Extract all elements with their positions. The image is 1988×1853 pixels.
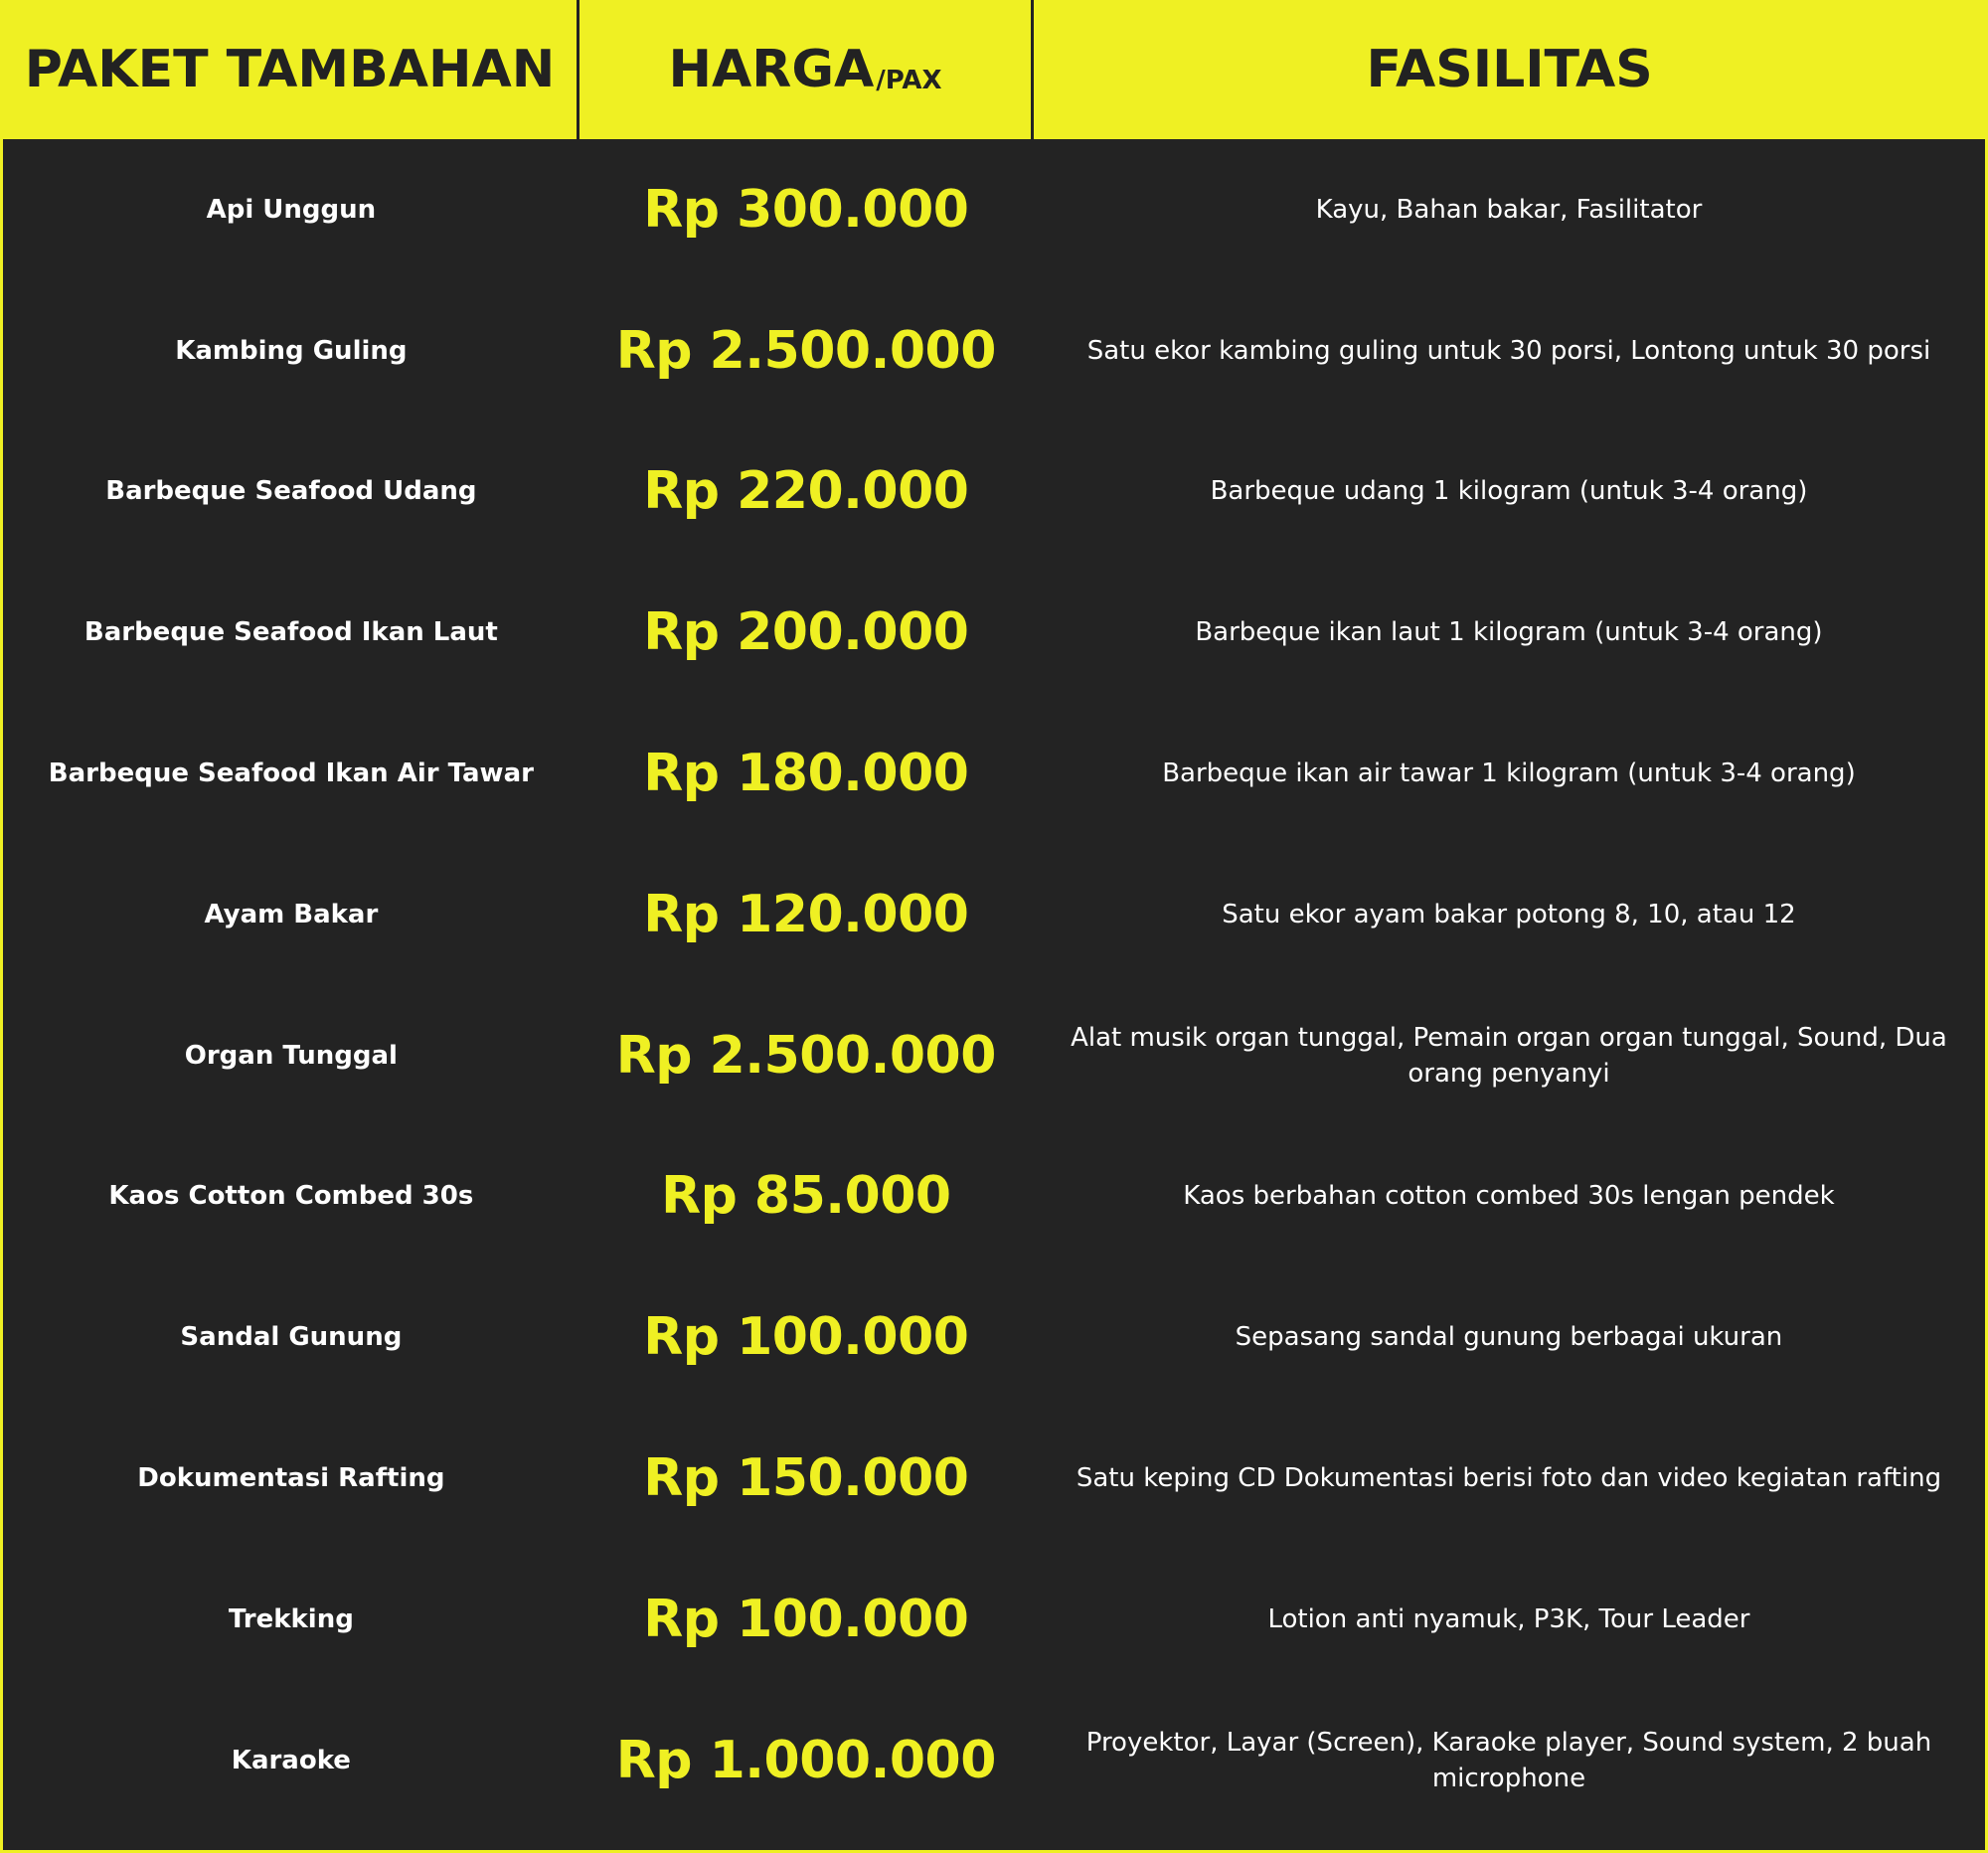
package-price: Rp 220.000 [643, 461, 969, 522]
table-row [3, 421, 1985, 563]
table-row [3, 280, 1985, 421]
package-name: Karaoke [231, 1745, 351, 1775]
package-facilities: Satu ekor ayam bakar potong 8, 10, atau 12 [1222, 899, 1796, 929]
table-row [3, 844, 1985, 985]
header-harga-label: HARGA [668, 40, 875, 99]
package-price: Rp 100.000 [643, 1589, 969, 1649]
header-paket-tambahan: PAKET TAMBAHAN [3, 0, 580, 139]
package-name: Kambing Guling [175, 335, 408, 366]
package-price: Rp 100.000 [643, 1307, 969, 1368]
table-row [3, 703, 1985, 844]
package-facilities: Lotion anti nyamuk, P3K, Tour Leader [1267, 1603, 1750, 1634]
package-name: Kaos Cotton Combed 30s [108, 1181, 474, 1212]
package-facilities: Satu keping CD Dokumentasi berisi foto dan video kegiatan rafting [1076, 1463, 1942, 1494]
package-price: Rp 2.500.000 [615, 320, 996, 381]
package-facilities: Barbeque ikan air tawar 1 kilogram (untuk 3-4 orang) [1162, 758, 1856, 789]
package-price: Rp 200.000 [643, 602, 969, 663]
package-name: Organ Tunggal [184, 1040, 398, 1071]
package-price: Rp 180.000 [643, 744, 969, 804]
package-name: Barbeque Seafood Ikan Laut [83, 617, 498, 648]
package-price: Rp 300.000 [643, 179, 969, 240]
table-row [3, 562, 1985, 703]
table-body [3, 139, 1985, 1831]
header-harga [580, 0, 1034, 139]
package-name: Barbeque Seafood Ikan Air Tawar [48, 758, 534, 789]
package-price: Rp 85.000 [661, 1166, 951, 1227]
package-facilities: Satu ekor kambing guling untuk 30 porsi, Lontong untuk 30 porsi [1086, 335, 1931, 366]
package-price: Rp 150.000 [643, 1448, 969, 1509]
table-row [3, 1408, 1985, 1549]
package-facilities: Alat musik organ tunggal, Pemain organ organ tunggal, Sound, Dua orang penyanyi [1071, 1022, 1947, 1089]
package-facilities: Barbeque udang 1 kilogram (untuk 3-4 orang) [1210, 476, 1808, 507]
table-header [3, 0, 1985, 139]
table-row [3, 1690, 1985, 1831]
header-harga-suffix: /PAX [876, 66, 942, 95]
package-name: Ayam Bakar [204, 899, 379, 929]
package-name: Sandal Gunung [180, 1322, 403, 1353]
package-name: Trekking [228, 1603, 354, 1634]
package-facilities: Kayu, Bahan bakar, Fasilitator [1315, 194, 1703, 225]
table-row [3, 1126, 1985, 1267]
package-name: Dokumentasi Rafting [137, 1463, 445, 1494]
package-name: Barbeque Seafood Udang [105, 476, 477, 507]
package-facilities: Sepasang sandal gunung berbagai ukuran [1235, 1322, 1783, 1353]
package-facilities: Kaos berbahan cotton combed 30s lengan pendek [1183, 1181, 1835, 1212]
table-row [3, 1266, 1985, 1408]
package-price: Rp 1.000.000 [615, 1730, 996, 1790]
package-facilities: Proyektor, Layar (Screen), Karaoke player, Sound system, 2 buah microphone [1085, 1727, 1932, 1793]
package-name: Api Unggun [206, 194, 377, 225]
table-row [3, 985, 1985, 1126]
package-price: Rp 2.500.000 [615, 1025, 996, 1086]
table-row [3, 139, 1985, 280]
header-fasilitas: FASILITAS [1366, 40, 1653, 99]
package-price: Rp 120.000 [643, 884, 969, 944]
table-row [3, 1549, 1985, 1690]
package-facilities: Barbeque ikan laut 1 kilogram (untuk 3-4 orang) [1195, 617, 1823, 648]
